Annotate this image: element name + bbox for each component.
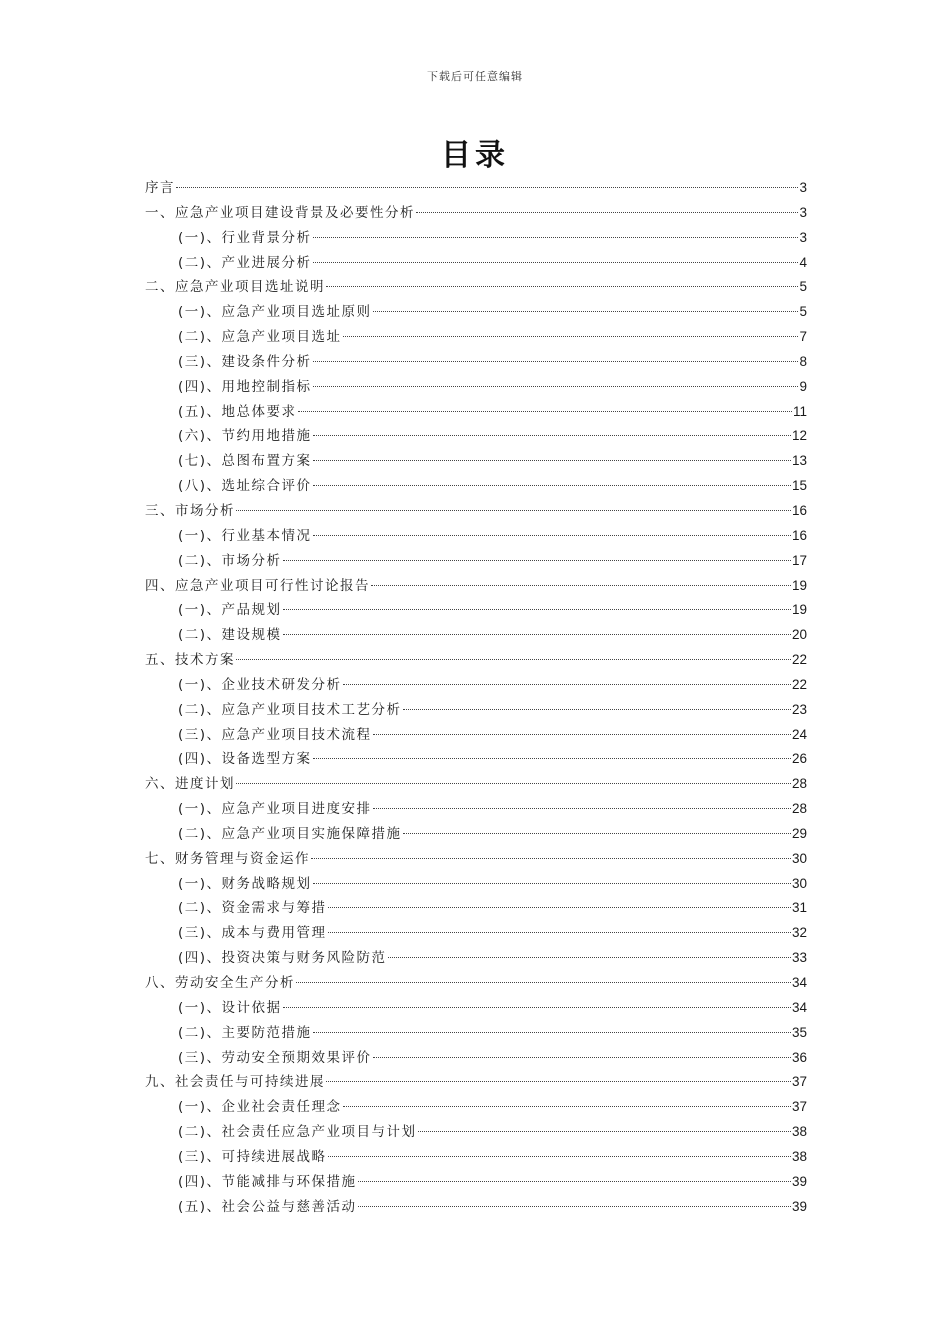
toc-dot-leader (326, 286, 798, 287)
toc-page-number: 17 (791, 552, 807, 568)
toc-page-number: 30 (791, 850, 807, 866)
toc-entry[interactable] (145, 201, 807, 226)
toc-page-number: 28 (791, 801, 807, 817)
toc-entry[interactable] (145, 723, 807, 748)
toc-dot-leader (313, 262, 799, 263)
toc-entry[interactable] (145, 598, 807, 623)
toc-page-number: 8 (799, 353, 807, 369)
table-of-contents (145, 176, 807, 1219)
toc-entry-text: 九、社会责任与可持续进展 (145, 1074, 325, 1091)
toc-page-number: 16 (791, 527, 807, 543)
toc-page-number: 3 (799, 180, 807, 195)
toc-dot-leader (403, 833, 791, 834)
toc-entry[interactable] (145, 226, 807, 251)
toc-page-number: 22 (791, 652, 807, 668)
toc-entry-text: (二)、主要防范措施 (178, 1024, 312, 1041)
toc-entry-text: (一)、行业基本情况 (178, 527, 312, 544)
toc-entry-text: (三)、应急产业项目技术流程 (178, 726, 372, 743)
toc-page-number: 15 (791, 478, 807, 494)
toc-page-number: 28 (791, 776, 807, 792)
toc-entry-text: (四)、节能减排与环保措施 (178, 1173, 357, 1190)
toc-dot-leader (313, 758, 791, 759)
toc-entry[interactable] (145, 1021, 807, 1046)
toc-dot-leader (176, 187, 798, 188)
toc-dot-leader (371, 585, 791, 586)
toc-entry-text: (三)、劳动安全预期效果评价 (178, 1049, 372, 1066)
toc-page-number: 31 (791, 900, 807, 916)
toc-dot-leader (373, 808, 791, 809)
toc-dot-leader (373, 311, 799, 312)
toc-entry[interactable] (145, 698, 807, 723)
toc-entry-text: 一、应急产业项目建设背景及必要性分析 (145, 204, 415, 221)
toc-entry-text: 三、市场分析 (145, 502, 235, 519)
toc-entry[interactable] (145, 747, 807, 772)
toc-entry[interactable] (145, 648, 807, 673)
toc-entry-text: (四)、用地控制指标 (178, 378, 312, 395)
toc-page-number: 23 (791, 701, 807, 717)
toc-dot-leader (343, 1106, 791, 1107)
toc-entry[interactable] (145, 971, 807, 996)
toc-entry[interactable] (145, 822, 807, 847)
toc-entry-text: (六)、节约用地措施 (178, 428, 312, 445)
toc-page-number: 29 (791, 825, 807, 841)
toc-dot-leader (416, 212, 798, 213)
toc-entry-text: (五)、地总体要求 (178, 403, 297, 420)
toc-dot-leader (283, 634, 791, 635)
toc-entry-text: 七、财务管理与资金运作 (145, 850, 310, 867)
toc-page-number: 30 (791, 875, 807, 891)
toc-entry-text: (四)、设备选型方案 (178, 751, 312, 768)
toc-entry[interactable] (145, 946, 807, 971)
toc-entry[interactable] (145, 896, 807, 921)
toc-dot-leader (283, 609, 791, 610)
toc-dot-leader (296, 982, 791, 983)
toc-entry-text: (三)、可持续进展战略 (178, 1148, 327, 1165)
toc-entry[interactable] (145, 872, 807, 897)
toc-dot-leader (313, 535, 791, 536)
toc-entry[interactable] (145, 996, 807, 1021)
toc-entry-text: (二)、建设规模 (178, 627, 282, 644)
toc-entry[interactable] (145, 300, 807, 325)
toc-page-number: 24 (791, 726, 807, 742)
toc-dot-leader (236, 783, 791, 784)
toc-dot-leader (313, 485, 791, 486)
toc-entry[interactable] (145, 251, 807, 276)
toc-dot-leader (283, 1007, 791, 1008)
toc-entry-text: (一)、企业技术研发分析 (178, 676, 342, 693)
toc-entry[interactable] (145, 1195, 807, 1220)
toc-entry[interactable] (145, 1070, 807, 1095)
toc-entry[interactable] (145, 847, 807, 872)
toc-entry[interactable] (145, 176, 807, 201)
toc-entry[interactable] (145, 524, 807, 549)
toc-page-number: 3 (799, 204, 807, 220)
toc-entry[interactable] (145, 499, 807, 524)
toc-page-number: 36 (791, 1049, 807, 1065)
toc-entry[interactable] (145, 797, 807, 822)
toc-entry-text: (三)、建设条件分析 (178, 353, 312, 370)
toc-dot-leader (328, 1156, 791, 1157)
toc-dot-leader (403, 709, 791, 710)
toc-dot-leader (328, 907, 791, 908)
toc-entry[interactable] (145, 574, 807, 599)
toc-dot-leader (283, 560, 791, 561)
toc-entry-text: (一)、应急产业项目选址原则 (178, 304, 372, 321)
toc-entry-text: (五)、社会公益与慈善活动 (178, 1198, 357, 1215)
toc-entry-text: 八、劳动安全生产分析 (145, 975, 295, 991)
toc-page-number: 37 (791, 1074, 807, 1090)
toc-dot-leader (373, 734, 791, 735)
toc-entry-text: (二)、应急产业项目技术工艺分析 (178, 701, 402, 718)
toc-dot-leader (236, 659, 791, 660)
toc-entry[interactable] (145, 449, 807, 474)
toc-entry[interactable] (145, 474, 807, 499)
toc-page-number: 5 (799, 304, 807, 320)
toc-page-number: 4 (799, 254, 807, 270)
toc-page-number: 26 (791, 751, 807, 767)
toc-page-number: 37 (791, 1099, 807, 1115)
toc-entry-text: (一)、产品规划 (178, 602, 282, 619)
toc-entry[interactable] (145, 424, 807, 449)
toc-entry-text: 二、应急产业项目选址说明 (145, 279, 325, 296)
toc-entry-text: (四)、投资决策与财务风险防范 (178, 950, 387, 967)
toc-entry-text: (一)、行业背景分析 (178, 229, 312, 246)
toc-dot-leader (358, 1206, 791, 1207)
page-title: 目录 (441, 138, 509, 173)
toc-dot-leader (313, 883, 791, 884)
header-note: 下载后可任意编辑 (427, 70, 523, 83)
toc-dot-leader (236, 510, 791, 511)
toc-entry-text: (二)、社会责任应急产业项目与计划 (178, 1124, 417, 1141)
toc-page-number: 3 (799, 229, 807, 245)
toc-entry[interactable] (145, 275, 807, 300)
toc-entry-text: (七)、总图布置方案 (178, 453, 312, 470)
toc-page-number: 20 (791, 627, 807, 643)
toc-entry-text: (三)、成本与费用管理 (178, 925, 327, 942)
toc-page-number: 34 (791, 975, 807, 990)
toc-entry-text: 六、进度计划 (145, 776, 235, 793)
toc-dot-leader (313, 435, 791, 436)
toc-dot-leader (298, 411, 792, 412)
toc-dot-leader (373, 1057, 791, 1058)
toc-entry[interactable] (145, 325, 807, 350)
toc-page-number: 11 (792, 403, 807, 419)
toc-entry[interactable] (145, 623, 807, 648)
toc-page-number: 7 (799, 329, 807, 345)
toc-entry[interactable] (145, 673, 807, 698)
toc-dot-leader (418, 1131, 791, 1132)
toc-page-number: 5 (799, 279, 807, 295)
toc-page-number: 16 (791, 502, 807, 518)
toc-entry-text: (一)、企业社会责任理念 (178, 1099, 342, 1116)
toc-page-number: 32 (791, 925, 807, 941)
toc-entry[interactable] (145, 772, 807, 797)
toc-entry[interactable] (145, 921, 807, 946)
toc-entry-text: (二)、应急产业项目选址 (178, 329, 342, 346)
toc-page-number: 38 (791, 1148, 807, 1164)
toc-entry-text: (二)、应急产业项目实施保障措施 (178, 825, 402, 842)
toc-entry-text: (一)、应急产业项目进度安排 (178, 801, 372, 818)
toc-page-number: 19 (791, 602, 807, 618)
toc-entry-text: (八)、选址综合评价 (178, 478, 312, 495)
toc-page-number: 35 (791, 1024, 807, 1040)
toc-dot-leader (358, 1181, 791, 1182)
toc-dot-leader (313, 386, 799, 387)
toc-entry-text: (二)、资金需求与筹措 (178, 900, 327, 917)
toc-entry[interactable] (145, 549, 807, 574)
toc-page-number: 39 (791, 1173, 807, 1189)
toc-dot-leader (343, 336, 799, 337)
toc-dot-leader (311, 858, 791, 859)
toc-page-number: 22 (791, 676, 807, 692)
toc-dot-leader (313, 237, 799, 238)
toc-entry-text: (二)、市场分析 (178, 552, 282, 569)
toc-dot-leader (328, 932, 791, 933)
toc-dot-leader (343, 684, 791, 685)
toc-entry-text: 五、技术方案 (145, 652, 235, 669)
toc-page-number: 33 (791, 950, 807, 966)
toc-entry[interactable] (145, 1170, 807, 1195)
toc-dot-leader (313, 460, 791, 461)
toc-entry[interactable] (145, 375, 807, 400)
toc-dot-leader (388, 957, 791, 958)
toc-page-number: 39 (791, 1198, 807, 1214)
toc-entry-text: (一)、设计依据 (178, 999, 282, 1016)
toc-page-number: 38 (791, 1124, 807, 1140)
toc-dot-leader (326, 1081, 791, 1082)
toc-dot-leader (313, 1032, 791, 1033)
toc-entry[interactable] (145, 1120, 807, 1145)
toc-entry[interactable] (145, 350, 807, 375)
toc-page-number: 12 (791, 428, 807, 444)
toc-dot-leader (313, 361, 799, 362)
toc-page-number: 9 (799, 378, 807, 394)
toc-page-number: 34 (791, 999, 807, 1015)
toc-entry[interactable] (145, 400, 807, 425)
toc-page-number: 13 (791, 453, 807, 469)
toc-entry-text: 四、应急产业项目可行性讨论报告 (145, 577, 370, 594)
toc-entry[interactable] (145, 1046, 807, 1071)
toc-entry-text: (二)、产业进展分析 (178, 254, 312, 271)
toc-entry[interactable] (145, 1095, 807, 1120)
toc-entry-text: (一)、财务战略规划 (178, 875, 312, 892)
toc-entry[interactable] (145, 1145, 807, 1170)
toc-entry-text: 序言 (145, 180, 175, 196)
toc-page-number: 19 (791, 577, 807, 593)
